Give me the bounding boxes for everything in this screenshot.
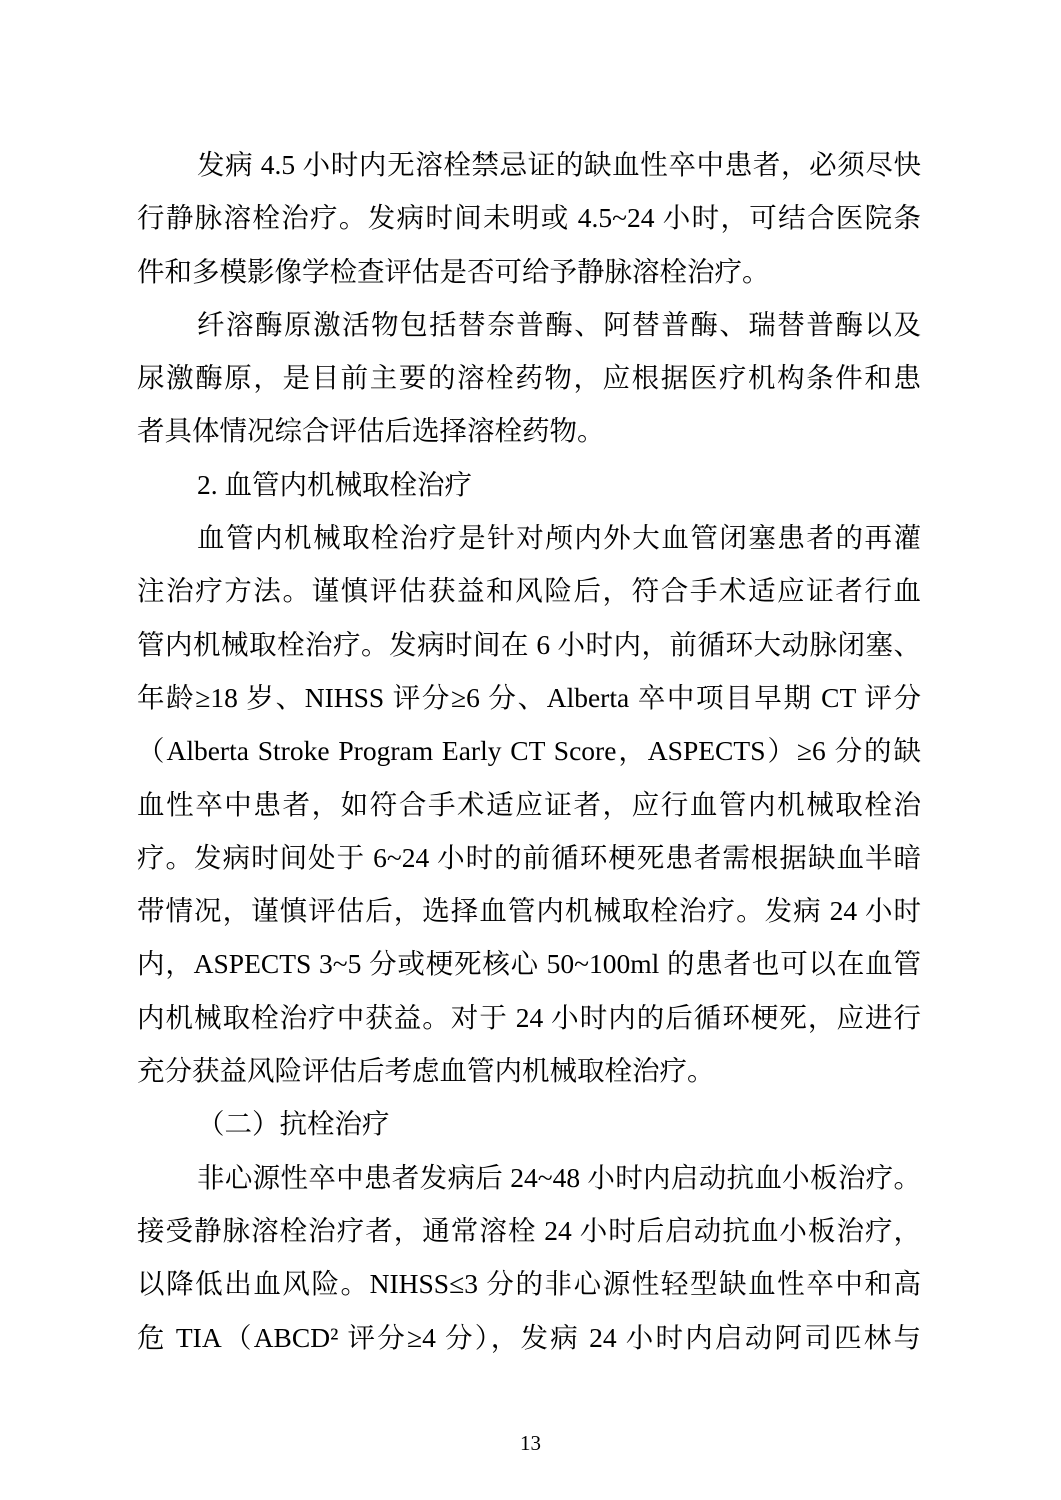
- section-heading: 2. 血管内机械取栓治疗: [197, 468, 472, 500]
- text-line: 危 TIA（ABCD² 评分≥4 分），发病 24 小时内启动阿司匹林与: [137, 1321, 921, 1353]
- text-line: 血性卒中患者，如符合手术适应证者，应行血管内机械取栓治: [137, 788, 921, 820]
- text-line: 行静脉溶栓治疗。发病时间未明或 4.5~24 小时，可结合医院条: [137, 202, 921, 234]
- paragraph-antiplatelet-therapy: [137, 1151, 921, 1364]
- page-number: 13: [520, 1431, 541, 1455]
- text-block: [137, 138, 921, 1364]
- paragraph-iv-thrombolysis-indication: [137, 138, 921, 298]
- text-line: 血管内机械取栓治疗是针对颅内外大血管闭塞患者的再灌: [197, 522, 921, 554]
- text-line: 管内机械取栓治疗。发病时间在 6 小时内，前循环大动脉闭塞、: [137, 628, 921, 660]
- text-line: 尿激酶原，是目前主要的溶栓药物，应根据医疗机构条件和患: [137, 362, 921, 394]
- section-heading-mechanical-thrombectomy: [137, 458, 921, 511]
- text-line: 者具体情况综合评估后选择溶栓药物。: [137, 415, 605, 447]
- text-line: 充分获益风险评估后考虑血管内机械取栓治疗。: [137, 1055, 715, 1087]
- text-line: （Alberta Stroke Program Early CT Score，ASPECTS）≥6 分的缺: [137, 735, 921, 767]
- section-heading: （二）抗栓治疗: [197, 1108, 390, 1140]
- text-line: 内，ASPECTS 3~5 分或梗死核心 50~100ml 的患者也可以在血管: [137, 948, 921, 980]
- text-line: 发病 4.5 小时内无溶栓禁忌证的缺血性卒中患者，必须尽快: [197, 149, 921, 180]
- text-line: 纤溶酶原激活物包括替奈普酶、阿替普酶、瑞替普酶以及: [197, 308, 921, 340]
- text-line: 接受静脉溶栓治疗者，通常溶栓 24 小时后启动抗血小板治疗，: [137, 1214, 921, 1246]
- paragraph-thrombolytic-agents: [137, 298, 921, 458]
- text-line: 件和多模影像学检查评估是否可给予静脉溶栓治疗。: [137, 255, 770, 287]
- text-line: 内机械取栓治疗中获益。对于 24 小时内的后循环梗死，应进行: [137, 1001, 921, 1033]
- text-line: 非心源性卒中患者发病后 24~48 小时内启动抗血小板治疗。: [197, 1161, 921, 1193]
- text-line: 疗。发病时间处于 6~24 小时的前循环梗死患者需根据缺血半暗: [137, 841, 921, 873]
- text-line: 年龄≥18 岁、NIHSS 评分≥6 分、Alberta 卒中项目早期 CT 评分: [137, 681, 921, 713]
- section-heading-antithrombotic-therapy: [137, 1097, 921, 1150]
- text-line: 以降低出血风险。NIHSS≤3 分的非心源性轻型缺血性卒中和高: [137, 1268, 921, 1300]
- text-line: 带情况，谨慎评估后，选择血管内机械取栓治疗。发病 24 小时: [137, 895, 921, 927]
- text-line: 注治疗方法。谨慎评估获益和风险后，符合手术适应证者行血: [137, 575, 921, 607]
- paragraph-mechanical-thrombectomy: [137, 511, 921, 1097]
